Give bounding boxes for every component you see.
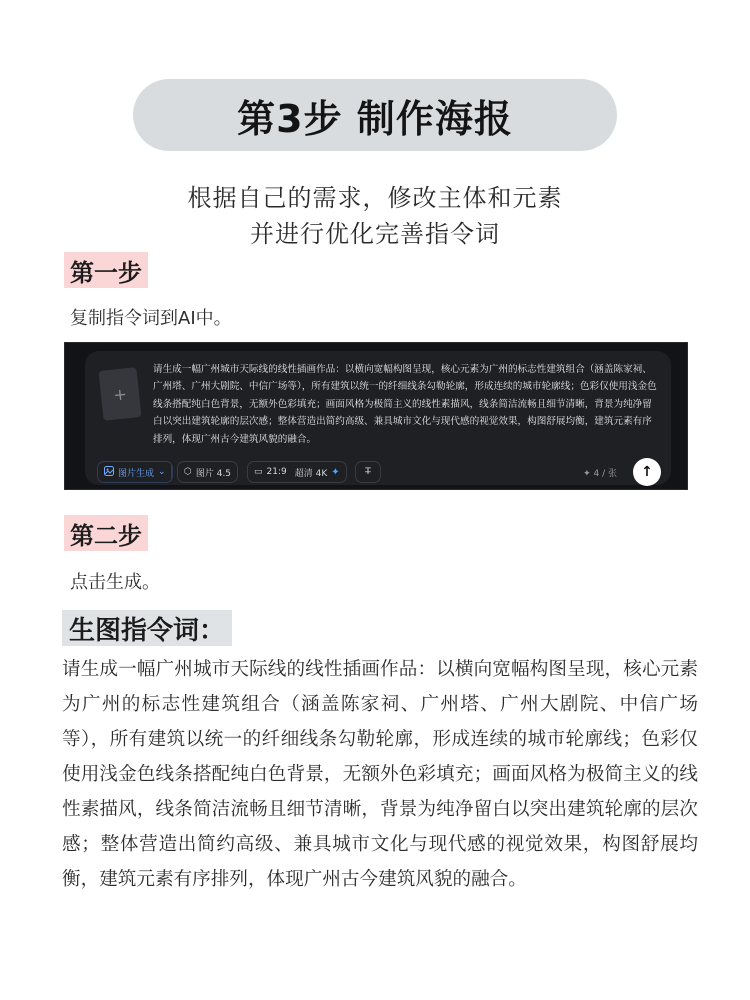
page-title: 第3步 制作海报	[237, 96, 513, 141]
ai-input-screenshot	[64, 342, 688, 490]
chevron-down-icon: ⌄	[158, 467, 166, 477]
mode-select[interactable]	[97, 461, 173, 483]
prompt-input-box[interactable]	[85, 351, 671, 485]
model-label: 图片 4.5	[195, 468, 232, 479]
prompt-body-text: 请生成一幅广州城市天际线的线性插画作品：以横向宽幅构图呈现，核心元素为广州的标志性建筑组合（涵盖陈家祠、广州塔、广州大剧院、中信广场等），所有建筑以统一的纤细线条勾勒轮廓，形成连续的城市轮廓线；色彩仅使用浅金色线条搭配纯白色背景，无额外色彩填充；画面风格为极简主义的线性素描风，线条简洁流畅且细节清晰，背景为纯净留白以突出建筑轮廓的层次感；整体营造出简约高级、兼具城市文化与现代感的视觉效果，构图舒展均衡，建筑元素有序排列，体现广州古今建筑风貌的融合。	[62, 659, 698, 890]
plus-icon: +	[112, 383, 128, 405]
sparkle-small-icon: ✦	[583, 469, 594, 479]
text-icon: T̶	[365, 467, 371, 477]
ratio-label: 21:9	[266, 467, 287, 477]
image-icon	[104, 466, 114, 479]
arrow-up-icon: ↑	[641, 464, 653, 480]
subtitle-line-2: 并进行优化完善指令词	[250, 220, 500, 248]
cube-icon: ⬡	[184, 467, 192, 477]
add-reference-image-button[interactable]	[98, 367, 141, 421]
send-button[interactable]	[633, 458, 661, 486]
text-format-button[interactable]	[355, 461, 381, 483]
aspect-ratio-icon: ▭	[254, 467, 263, 477]
image-count[interactable]: ✦ 4 / 张	[583, 469, 617, 479]
toolbar-divider	[171, 465, 172, 479]
mode-label: 图片生成	[118, 468, 155, 479]
title-banner	[133, 79, 617, 151]
step-2-description: 点击生成。	[70, 572, 160, 593]
subtitle-line-1: 根据自己的需求，修改主体和元素	[187, 184, 563, 212]
sparkle-icon: ✦	[331, 466, 340, 478]
quality-label: 超清 4K	[294, 468, 328, 479]
step-1-label: 第一步	[64, 252, 148, 288]
step-1-description: 复制指令词到AI中。	[70, 308, 232, 329]
prompt-heading: 生图指令词：	[62, 610, 232, 646]
step-2-label: 第二步	[64, 515, 148, 551]
prompt-textarea[interactable]: 请生成一幅广州城市天际线的线性插画作品：以横向宽幅构图呈现，核心元素为广州的标志性建筑组合（涵盖陈家祠、广州塔、广州大剧院、中信广场等），所有建筑以统一的纤细线条勾勒轮廓，形成连续的城市轮廓线；色彩仅使用浅金色线条搭配纯白色背景，无额外色彩填充；画面风格为极简主义的线性素描风，线条简洁流畅且细节清晰，背景为纯净留白以突出建筑轮廓的层次感；整体营造出简约高级、兼具城市文化与现代感的视觉效果，构图舒展均衡，建筑元素有序排列，体现广州古今建筑风貌的融合。	[153, 364, 657, 445]
input-toolbar	[97, 461, 659, 485]
ratio-quality-select[interactable]	[247, 461, 347, 483]
model-select[interactable]	[177, 461, 238, 483]
